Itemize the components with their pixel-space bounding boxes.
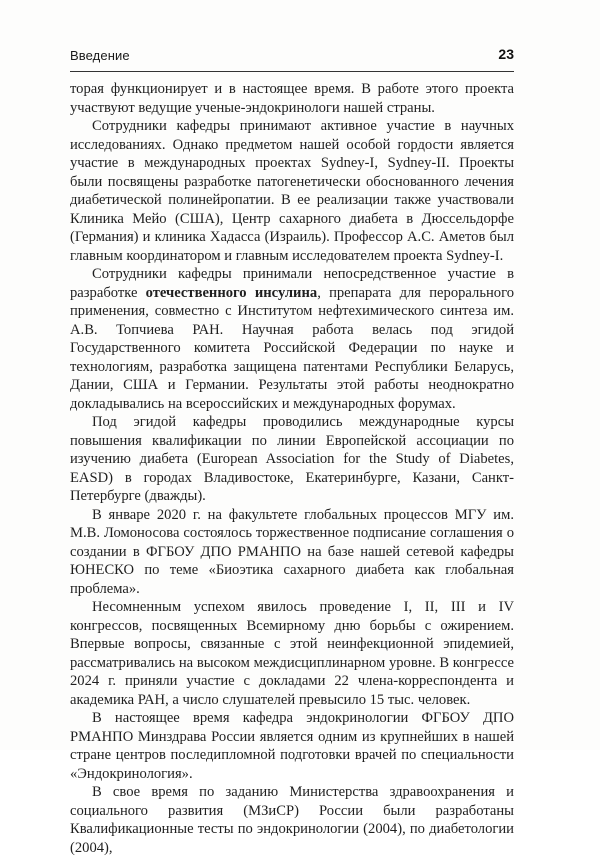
paragraph-text: В январе 2020 г. на факультете глобальных процессов МГУ им. М.В. Ломоносова состоялось торжественное подписание соглашения о создании в ФГБОУ ДПО РМАНПО на базе нашей сетевой кафедры ЮНЕСКО по теме «Биоэтика сахарного диабета как глобальная проблема». <box>70 506 514 597</box>
paragraph-text: Под эгидой кафедры проводились международные курсы повышения квалификации по линии Европейской ассоциации по изучению диабета (European Association for the Study of Diabetes, EASD) в городах Владивостоке, Екатеринбурге, Казани, Санкт-Петербурге (дважды). <box>70 414 514 504</box>
running-header <box>70 46 514 70</box>
paragraph <box>70 598 514 709</box>
body-text <box>70 80 514 857</box>
paragraph <box>70 117 514 265</box>
paragraph-text: Сотрудники кафедры принимают активное участие в научных исследованиях. Однако предметом нашей особой гордости является участие в международных проектах Sydney-I, Sydney-II. Проекты были посвящены разработке патогенетически обоснованного лечения диабетической полинейропатии. В ее реализации также участвовали Клиника Мейо (США), Центр сахарного диабета в Дюссельдорфе (Германия) и клиника Хадасса (Израиль). Профессор А.С. Аметов был главным координатором и главным исследователем проекта Sydney-I. <box>70 118 514 264</box>
paragraph-text: Несомненным успехом явилось проведение I, II, III и IV конгрессов, посвященных Всемирному дню борьбы с ожирением. Впервые вопросы, связанные с этой неинфекционной эпидемией, рассматривались на высоком междисциплинарном уровне. В конгрессе 2024 г. приняли участие с докладами 22 члена-корреспондента и академика РАН, а число слушателей превысило 15 тыс. человек. <box>70 599 514 708</box>
paragraph <box>70 709 514 783</box>
paragraph-text-end: , препарата для перорального применения, совместно с Институтом нефтехимического синтеза им. А.В. Топчиева РАН. Научная работа велась под эгидой Государственного комитета Российской Федерации по науке и технологиям, разработка защищена патентами Республики Беларусь, Дании, США и Германии. Результаты этой работы неоднократно докладывались на всероссийских и международных форумах. <box>70 284 514 412</box>
paragraph-text: В свое время по заданию Министерства здравоохранения и социального развития (МЗиСР) России были разработаны Квалификационные тесты по эндокринологии (2004), по диабетологии (2004), <box>70 784 514 856</box>
paragraph <box>70 265 514 413</box>
paragraph <box>70 783 514 857</box>
paragraph-text: В настоящее время кафедра эндокринологии ФГБОУ ДПО РМАНПО Минздрава России является одним из крупнейших в нашей стране центров последипломной подготовки врачей по специальности «Эндокринология». <box>70 710 514 782</box>
emphasis-text: отечественного инсулина <box>145 284 318 301</box>
paragraph-text-start: Сотрудники кафедры принимали непосредственное участие в разработке <box>70 266 514 301</box>
page-number: 23 <box>498 46 514 62</box>
section-title: Введение <box>70 48 130 63</box>
paragraph <box>70 413 514 506</box>
paragraph <box>70 80 514 117</box>
paragraph <box>70 506 514 599</box>
paragraph-text: торая функционирует и в настоящее время. В работе этого проекта участвуют ведущие ученые-эндокринологи нашей страны. <box>70 81 514 116</box>
header-rule <box>70 71 514 72</box>
